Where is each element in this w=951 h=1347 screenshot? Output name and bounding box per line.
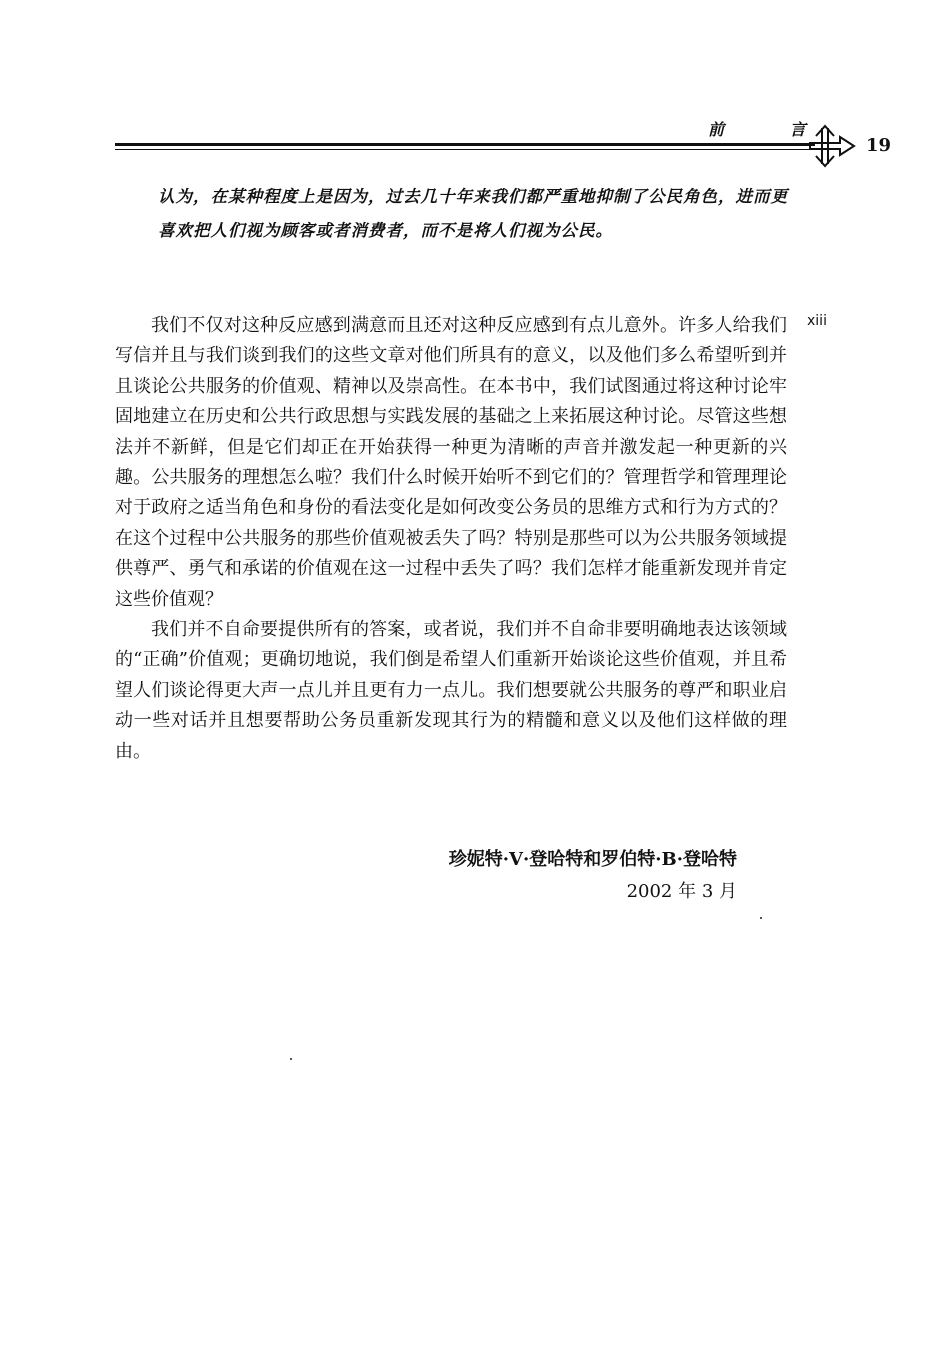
page-header <box>0 0 951 175</box>
signature-date: 2002 年 3 月 <box>626 881 737 902</box>
arrow-ornament-icon <box>808 124 856 168</box>
page-number: 19 <box>866 135 892 156</box>
scan-speck <box>290 1058 292 1060</box>
author-signature: 珍妮特·V·登哈特和罗伯特·B·登哈特 <box>448 849 737 870</box>
scan-speck <box>760 917 762 919</box>
header-rule <box>115 143 815 146</box>
header-rule-thin <box>115 149 815 150</box>
paragraph: 我们不仅对这种反应感到满意而且还对这种反应感到有点儿意外。许多人给我们写信并且与我们谈到我们的这些文章对他们所具有的意义，以及他们多么希望听到并且谈论公共服务的价值观、精神以及崇高性。在本书中，我们试图通过将这种讨论牢固地建立在历史和公共行政思想与实践发展的基础之上来拓展这种讨论。尽管这些想法并不新鲜，但是它们却正在开始获得一种更为清晰的声音并激发起一种更新的兴趣。公共服务的理想怎么啦？我们什么时候开始听不到它们的？管理哲学和管理理论对于政府之适当角色和身份的看法变化是如何改变公务员的思维方式和行为方式的？在这个过程中公共服务的那些价值观被丢失了吗？特别是那些可以为公共服务领域提供尊严、勇气和承诺的价值观在这一过程中丢失了吗？我们怎样才能重新发现并肯定这些价值观？ <box>115 315 787 610</box>
chapter-title: 前 言 <box>708 120 836 139</box>
quote-block: 认为，在某种程度上是因为，过去几十年来我们都严重地抑制了公民角色，进而更喜欢把人们视为顾客或者消费者，而不是将人们视为公民。 <box>158 187 788 240</box>
paragraph: 我们并不自命要提供所有的答案，或者说，我们并不自命非要明确地表达该领域的“正确”价值观；更确切地说，我们倒是希望人们重新开始谈论这些价值观，并且希望人们谈论得更大声一点儿并且更有力一点儿。我们想要就公共服务的尊严和职业启动一些对话并且想要帮助公务员重新发现其行为的精髓和意义以及他们这样做的理由。 <box>115 619 787 762</box>
margin-page-marker: xiii <box>807 313 827 329</box>
body-text <box>115 311 787 767</box>
